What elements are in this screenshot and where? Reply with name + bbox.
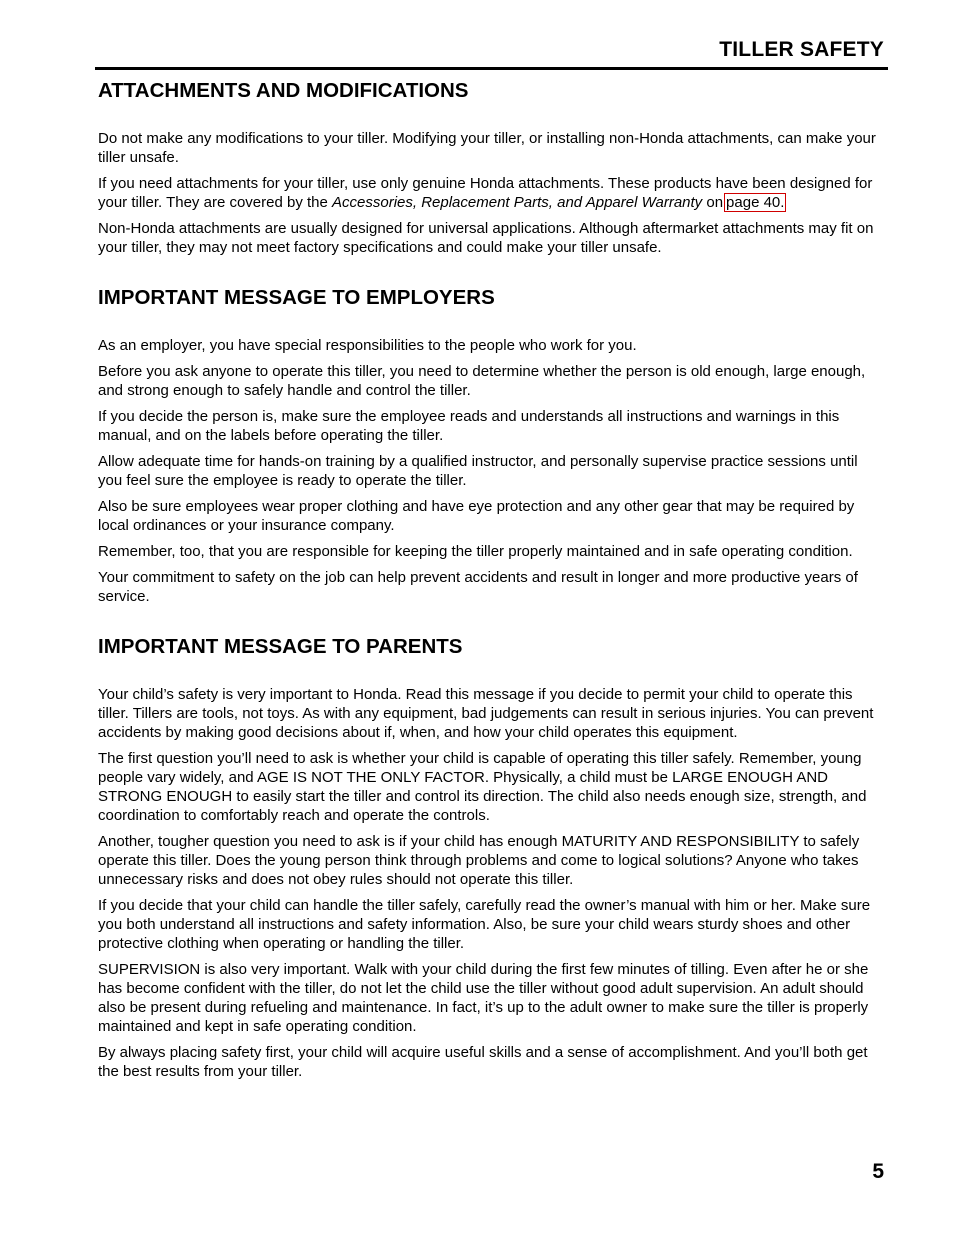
paragraph: Do not make any modifications to your tiller. Modifying your tiller, or installing non-Honda attachments, can make your tiller unsafe.	[98, 130, 876, 166]
section-parents	[98, 634, 884, 1081]
running-header-title: TILLER SAFETY	[719, 38, 884, 61]
paragraph: Your child’s safety is very important to Honda. Read this message if you decide to permit your child to operate this tiller. Tillers are tools, not toys. As with any equipment, bad judgements can result in serious injuries. You can prevent accidents by making good decisions about if, when, and how your child operates this equipment.	[98, 686, 874, 741]
section-heading: ATTACHMENTS AND MODIFICATIONS	[98, 79, 469, 102]
paragraph: If you decide the person is, make sure the employee reads and understands all instructions and warnings in this manual, and on the labels before operating the tiller.	[98, 408, 840, 444]
paragraph-text: on	[702, 194, 724, 211]
section-body	[98, 129, 884, 257]
page-content	[98, 78, 884, 1088]
section-heading: IMPORTANT MESSAGE TO PARENTS	[98, 635, 463, 658]
paragraph-text: If you need attachments for your tiller, use only genuine Honda attachments. These products have been designed for your tiller. They are covered by the	[98, 175, 873, 211]
section-employers	[98, 285, 884, 606]
paragraph: Allow adequate time for hands-on training by a qualified instructor, and personally supervise practice sessions until you feel sure the employee is ready to operate the tiller.	[98, 453, 858, 489]
section-body	[98, 336, 884, 606]
header-rule	[95, 67, 888, 70]
paragraph: The first question you’ll need to ask is whether your child is capable of operating this tiller safely. Remember, young people vary widely, and AGE IS NOT THE ONLY FACTOR. Physically, a child must be LARGE ENOUGH AND STRONG ENOUGH to easily start the tiller and control its direction. The child also needs enough size, strength, and coordination to comfortably reach and operate the controls.	[98, 750, 867, 824]
section-heading: IMPORTANT MESSAGE TO EMPLOYERS	[98, 286, 495, 309]
paragraph: Remember, too, that you are responsible for keeping the tiller properly maintained and in safe operating condition.	[98, 543, 853, 560]
paragraph	[98, 174, 884, 212]
paragraph: If you decide that your child can handle the tiller safely, carefully read the owner’s manual with him or her. Make sure you both understand all instructions and safety information. Also, be sure your child wears sturdy shoes and other protective clothing when operating or handling the tiller.	[98, 897, 871, 952]
section-body	[98, 685, 884, 1081]
paragraph: SUPERVISION is also very important. Walk with your child during the first few minutes of tilling. Even after he or she has become confident with the tiller, do not let the child use the tiller without good adult supervision. An adult should also be present during refueling and maintenance. In fact, it’s up to the adult owner to make sure the tiller is properly maintained and kept in safe operating condition.	[98, 961, 869, 1035]
paragraph: Another, tougher question you need to ask is if your child has enough MATURITY AND RESPONSIBILITY to safely operate this tiller. Does the young person think through problems and come to logical solutions? Anyone who takes unnecessary risks and does not obey rules should not operate this tiller.	[98, 833, 860, 888]
paragraph: By always placing safety first, your child will acquire useful skills and a sense of accomplishment. And you’ll both get the best results from your tiller.	[98, 1044, 868, 1080]
warranty-title: Accessories, Replacement Parts, and Apparel Warranty	[332, 194, 703, 211]
paragraph: Before you ask anyone to operate this tiller, you need to determine whether the person is old enough, large enough, and strong enough to safely handle and control the tiller.	[98, 363, 866, 399]
paragraph: Your commitment to safety on the job can help prevent accidents and result in longer and more productive years of service.	[98, 569, 858, 605]
page-40-link[interactable]: page 40.	[726, 194, 785, 211]
page-number: 5	[872, 1160, 884, 1183]
section-attachments	[98, 78, 884, 257]
paragraph: As an employer, you have special responsibilities to the people who work for you.	[98, 337, 637, 354]
paragraph: Non-Honda attachments are usually designed for universal applications. Although aftermarket attachments may fit on your tiller, they may not meet factory specifications and could make your tiller unsafe.	[98, 220, 874, 256]
paragraph: Also be sure employees wear proper clothing and have eye protection and any other gear that may be required by local ordinances or your insurance company.	[98, 498, 855, 534]
